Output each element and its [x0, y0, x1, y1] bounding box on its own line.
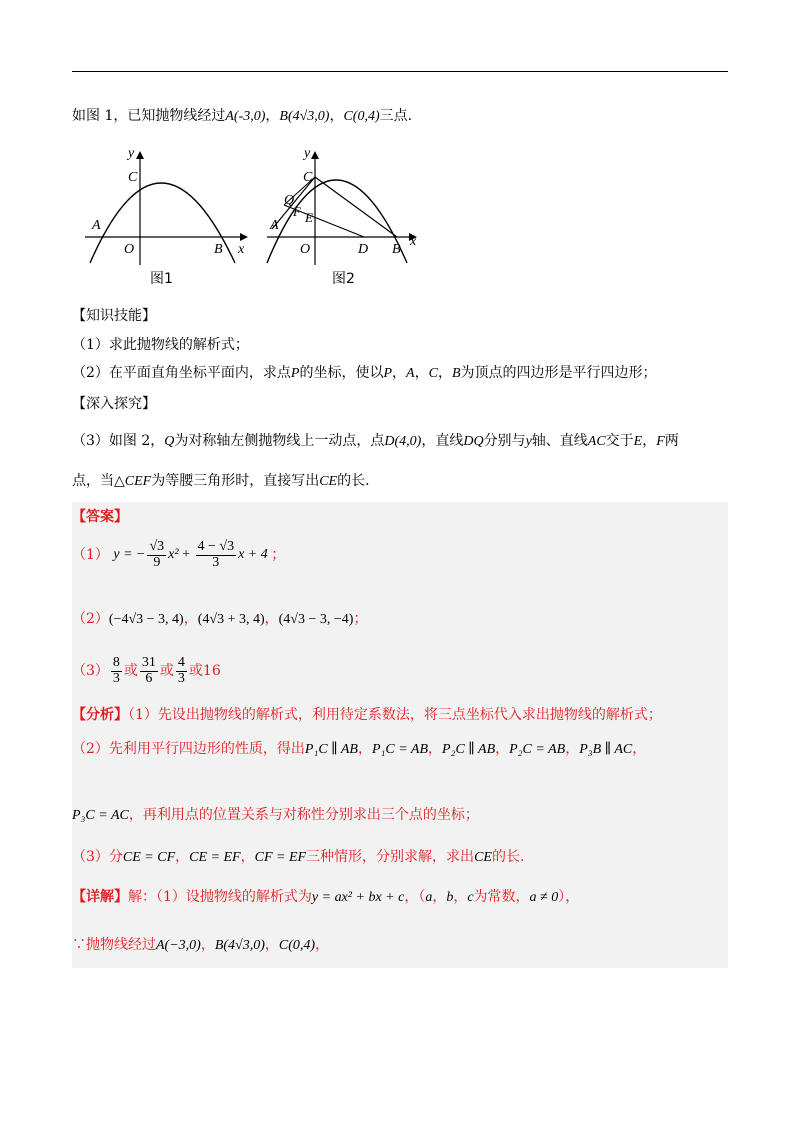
analysis-line-1	[72, 708, 662, 722]
a1-d2: 3	[212, 554, 220, 570]
sep: ，	[264, 611, 279, 627]
q3-line2-end: 的长.	[337, 473, 370, 489]
label-x: x	[238, 242, 245, 257]
y-arrow-icon	[136, 151, 144, 159]
question-3-line-1	[72, 434, 679, 449]
a3-d2: 6	[145, 670, 153, 686]
a3-frac-2	[140, 656, 158, 686]
case-2: CE = EF	[189, 850, 241, 865]
a2-p3: (4√3 − 3, −4)	[278, 612, 354, 627]
question-2	[72, 366, 657, 381]
intro-text: 如图 1，已知抛物线经过	[72, 108, 226, 124]
question-1: （1）求此抛物线的解析式；	[72, 337, 249, 353]
sep: ，	[632, 741, 647, 757]
a3-prefix: （3）	[72, 662, 109, 679]
q3-triangle: △CEF	[114, 474, 152, 489]
q3-t3: 分别与	[483, 433, 526, 449]
a3-n2: 31	[141, 655, 156, 670]
a1-n2: 4 − √3	[197, 539, 235, 554]
q3-dq: DQ	[463, 434, 484, 449]
detail-line-1	[72, 890, 579, 905]
label-y: y	[128, 146, 135, 161]
detail-line-2	[72, 938, 329, 953]
sep: ，	[428, 741, 443, 757]
answer-3	[72, 656, 221, 686]
a1-prefix: （1）	[72, 546, 109, 563]
a1-frac-1	[147, 540, 166, 570]
a1-n1: √3	[149, 539, 165, 554]
q2-a: A	[406, 366, 415, 381]
q2-b: B	[451, 366, 461, 381]
sep: ，	[414, 365, 429, 381]
q2-p: P	[290, 366, 300, 381]
point-c: C(0,4)	[343, 109, 380, 124]
detail-b: b	[446, 890, 454, 905]
detail-t1: 解：（1）设抛物线的解析式为	[128, 889, 312, 905]
figure-1-caption: 图1	[150, 271, 173, 287]
q3-t2: ，直线	[421, 433, 464, 449]
analysis-ce: CE	[474, 850, 492, 865]
figure-1	[80, 145, 255, 290]
answer-2	[72, 612, 367, 627]
a3-d1: 3	[112, 670, 120, 686]
detail-c: c	[467, 890, 474, 905]
label-c: C	[128, 170, 138, 185]
q3-ce: CE	[319, 474, 338, 489]
detail-end: ，	[315, 937, 330, 953]
analysis-line-3	[72, 808, 479, 823]
sep: ，	[565, 741, 580, 757]
a2-end: ；	[353, 611, 368, 627]
detail-t3: 为常数，	[473, 889, 530, 905]
detail-pc: C(0,4)	[278, 938, 316, 953]
a2-p1: (−4√3 − 3, 4)	[108, 612, 184, 627]
case-1: CE = CF	[122, 850, 176, 865]
a3-last: 16	[202, 662, 221, 679]
case-3: CF = EF	[254, 850, 307, 865]
q3-e: E	[633, 434, 643, 449]
q2-c: C	[428, 366, 438, 381]
relation-1: P₁C ∥ AB	[304, 742, 358, 757]
q3-y: y	[525, 434, 532, 449]
label-o: O	[124, 242, 135, 257]
sep: ，	[264, 937, 279, 953]
detail-because: ∵抛物线经过	[72, 937, 156, 953]
detail-label: 【详解】	[72, 889, 128, 905]
q3-line2-mid: 为等腰三角形时，直接写出	[151, 473, 320, 489]
section-knowledge: 【知识技能】	[72, 308, 156, 324]
q2-pre: （2）在平面直角坐标平面内，求点	[72, 365, 291, 381]
top-rule	[72, 71, 728, 72]
q3-t6: 两	[664, 433, 679, 449]
detail-pb: B(4√3,0)	[214, 938, 265, 953]
section-explore: 【深入探究】	[72, 396, 156, 412]
intro-end: 三点.	[379, 108, 413, 124]
sep: ，	[495, 741, 510, 757]
figure-2	[262, 145, 437, 290]
analysis-l4-mid: 三种情形，分别求解，求出	[306, 849, 475, 865]
q2-p2: P	[383, 366, 393, 381]
relation-3: P₂C ∥ AB	[442, 742, 496, 757]
sep: ，	[200, 937, 215, 953]
point-a: A(-3,0)	[225, 109, 266, 124]
label-a: A	[270, 218, 279, 233]
point-b: B(4√3,0)	[279, 109, 330, 124]
a3-n3: 4	[177, 655, 185, 670]
label-b: B	[214, 242, 223, 257]
a2-p2: (4√3 + 3, 4)	[197, 612, 265, 627]
a1-plus: +	[182, 547, 190, 563]
detail-t2: ，（	[404, 889, 426, 905]
analysis-label: 【分析】	[72, 707, 128, 723]
label-c: C	[303, 170, 313, 185]
label-d: D	[358, 242, 369, 257]
a1-frac-2	[196, 540, 237, 570]
relation-4: P₂C = AB	[509, 742, 566, 757]
a1-tail: x + 4	[238, 547, 268, 563]
sep: ，	[437, 365, 452, 381]
q3-d: D(4,0)	[384, 434, 422, 449]
analysis-line-4	[72, 850, 524, 865]
a1-x2: x²	[168, 547, 179, 563]
x-arrow-icon	[240, 233, 248, 241]
label-y: y	[304, 146, 311, 161]
sep: ，	[240, 849, 255, 865]
sep: ，	[265, 108, 280, 124]
label-a: A	[92, 218, 101, 233]
a1-d1: 9	[153, 554, 161, 570]
detail-cond: a ≠ 0	[529, 890, 559, 905]
a3-or: 或	[188, 662, 203, 679]
label-q: Q	[284, 193, 295, 208]
detail-pa: A(−3,0)	[156, 938, 201, 953]
analysis-line-2	[72, 742, 646, 757]
q3-pre: （3）如图 2，	[72, 433, 165, 449]
analysis-l1: （1）先设出抛物线的解析式，利用待定系数法，将三点坐标代入求出抛物线的解析式；	[128, 707, 662, 723]
sep: ，	[183, 611, 198, 627]
sep: ，	[175, 849, 190, 865]
label-f: F	[293, 204, 301, 219]
label-o: O	[300, 242, 311, 257]
q3-t4: 轴、直线	[531, 433, 588, 449]
a1-end: ；	[271, 546, 286, 563]
a3-or: 或	[123, 662, 138, 679]
analysis-l4-pre: （3）分	[72, 849, 123, 865]
a3-n1: 8	[112, 655, 120, 670]
answer-1	[72, 540, 285, 570]
q3-t5: 交于	[605, 433, 634, 449]
detail-eq: y = ax² + bx + c	[311, 890, 405, 905]
detail-a: a	[425, 890, 433, 905]
detail-t4: ），	[558, 889, 580, 905]
q2-post: 为顶点的四边形是平行四边形；	[460, 365, 657, 381]
a3-frac-1	[111, 656, 122, 686]
label-x: x	[410, 234, 417, 249]
question-3-line-2	[72, 474, 370, 489]
sep: ，	[329, 108, 344, 124]
analysis-l4-end: 的长.	[491, 849, 525, 865]
sep: ，	[642, 433, 657, 449]
label-b: B	[392, 242, 401, 257]
figure-2-caption: 图2	[332, 271, 355, 287]
q3-line2-pre: 点，当	[72, 473, 114, 489]
answer-label: 【答案】	[72, 509, 128, 525]
relation-6: P₃C = AC	[72, 808, 129, 823]
label-e: E	[305, 210, 313, 225]
a3-or: 或	[159, 662, 174, 679]
q3-t1: 为对称轴左侧抛物线上一动点，点	[174, 433, 385, 449]
a1-formula	[113, 539, 271, 570]
relation-2: P₁C = AB	[371, 742, 429, 757]
analysis-l2-pre: （2）先利用平行四边形的性质，得出	[72, 741, 305, 757]
q3-q: Q	[164, 434, 175, 449]
sep: ，	[357, 741, 372, 757]
a3-d3: 3	[177, 670, 185, 686]
q2-mid: 的坐标，使以	[299, 365, 384, 381]
a2-prefix: （2）	[72, 611, 109, 627]
sep: ，	[432, 889, 447, 905]
problem-intro-line	[72, 109, 412, 124]
q3-f: F	[656, 434, 665, 449]
analysis-l3: ，再利用点的位置关系与对称性分别求出三个点的坐标；	[128, 807, 479, 823]
a1-y: y = −	[113, 547, 146, 563]
a3-frac-3	[176, 656, 187, 686]
y-arrow-icon	[311, 151, 319, 159]
relation-5: P₃B ∥ AC	[579, 742, 633, 757]
sep: ，	[392, 365, 407, 381]
q3-ac: AC	[587, 434, 606, 449]
sep: ，	[453, 889, 468, 905]
